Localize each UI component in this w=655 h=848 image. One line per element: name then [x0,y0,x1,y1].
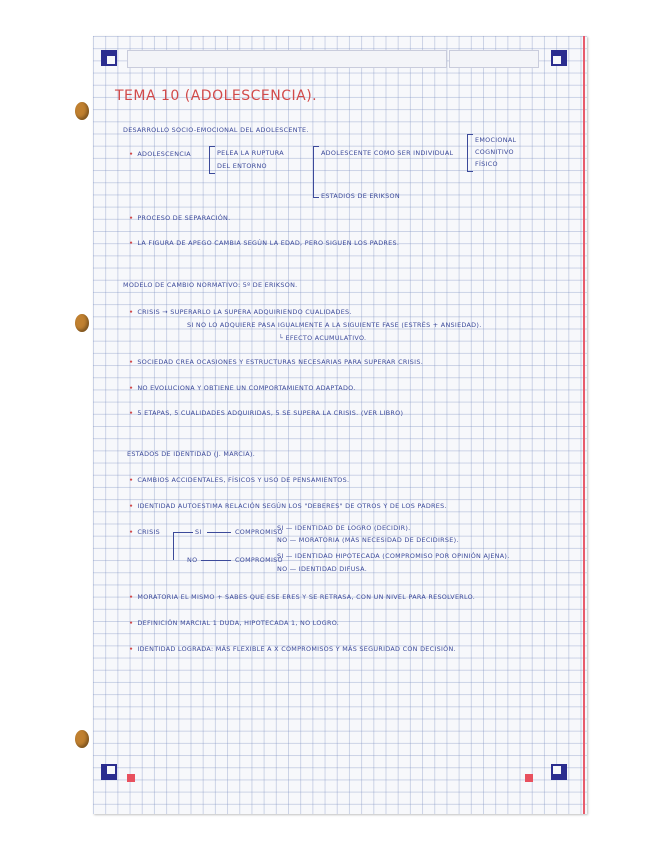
corner-mark-icon [551,764,567,780]
connector [173,532,193,533]
text-line: • ADOLESCENCIA [129,150,191,158]
page-title: TEMA 10 (ADOLESCENCIA). [115,88,318,104]
binder-hole [75,314,89,332]
pink-marker [127,774,135,782]
text-line: ADOLESCENTE COMO SER INDIVIDUAL [321,149,454,157]
text-line: COGNITIVO [475,148,514,156]
text-line: • PROCESO DE SEPARACIÓN. [129,214,231,222]
text-line: MODELO DE CAMBIO NORMATIVO: 5º DE ERIKSON. [123,281,298,289]
text-line: • NO EVOLUCIONA Y OBTIENE UN COMPORTAMIENTO ADAPTADO. [129,384,356,392]
header-field [127,50,447,68]
binder-hole [75,730,89,748]
pink-marker [525,774,533,782]
text-line: • IDENTIDAD LOGRADA: MÁS FLEXIBLE A X COMPROMISOS Y MÁS SEGURIDAD CON DECISIÓN. [129,645,456,653]
text-line: └ EFECTO ACUMULATIVO. [279,334,367,342]
tree-leaf: NO — IDENTIDAD DIFUSA. [277,565,368,573]
text-line: • DEFINICIÓN MARCIAL 1 DUDA, HIPOTECADA 1, NO LOGRO. [129,619,340,627]
text-line: • MORATORIA EL MISMO + SABES QUE ESE ERES Y SE RETRASA, CON UN NIVEL PARA RESOLVERLO. [129,593,476,601]
text-line: • LA FIGURA DE APEGO CAMBIA SEGÚN LA EDAD, PERO SIGUEN LOS PADRES. [129,239,400,247]
tree-leaf: SI — IDENTIDAD DE LOGRO (DECIDIR). [277,524,411,532]
text-line: • CRISIS → SUPERARLO LA SUPERA ADQUIRIENDO CUALIDADES. [129,308,352,316]
connector [201,560,231,561]
text-line: • CAMBIOS ACCIDENTALES, FÍSICOS Y USO DE PENSAMIENTOS. [129,476,350,484]
text-line: DEL ENTORNO [217,162,267,170]
text-line: • 5 ETAPAS, 5 CUALIDADES ADQUIRIDAS, 5 SE SUPERA LA CRISIS. (VER LIBRO) [129,409,404,417]
text-line: ESTADOS DE IDENTIDAD (J. MARCIA). [127,450,256,458]
text-line: FÍSICO [475,160,498,168]
text-line: SI NO LO ADQUIERE PASA IGUALMENTE A LA SIGUIENTE FASE (ESTRÉS + ANSIEDAD). [187,321,482,329]
connector [207,532,231,533]
tree-node: COMPROMISO [235,528,283,536]
text-line: EMOCIONAL [475,136,517,144]
brace [209,146,215,174]
tree-leaf: SI — IDENTIDAD HIPOTECADA (COMPROMISO POR OPINIÓN AJENA). [277,552,510,560]
tree-root: • CRISIS [129,528,160,536]
tree-leaf: NO — MORATORIA (MÁS NECESIDAD DE DECIDIRSE). [277,536,459,544]
text-line: • IDENTIDAD AUTOESTIMA RELACIÓN SEGÚN LOS "DEBERES" DE OTROS Y DE LOS PADRES. [129,502,447,510]
text-line: • SOCIEDAD CREA OCASIONES Y ESTRUCTURAS NECESARIAS PARA SUPERAR CRISIS. [129,358,424,366]
connector [173,532,174,560]
tree-node: NO [187,556,198,564]
brace [467,134,473,172]
tree-node: SI [195,528,202,536]
header-field [449,50,539,68]
text-line: PELEA LA RUPTURA [217,149,284,157]
text-line: ESTADIOS DE ERIKSON [321,192,400,200]
text-line: DESARROLLO SOCIO-EMOCIONAL DEL ADOLESCENTE. [123,126,309,134]
brace [313,146,319,198]
binder-hole [75,102,89,120]
corner-mark-icon [551,50,567,66]
red-margin-line [583,36,585,814]
notebook-page [93,36,587,814]
corner-mark-icon [101,764,117,780]
tree-node: COMPROMISO [235,556,283,564]
corner-mark-icon [101,50,117,66]
